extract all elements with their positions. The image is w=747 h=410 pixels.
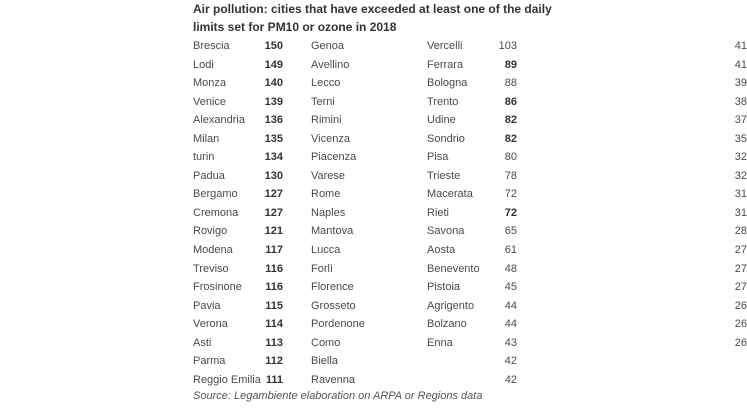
exceedance-days-value: 134	[264, 151, 283, 164]
city-name: Trento	[427, 95, 459, 108]
city-name: Rieti	[427, 206, 450, 219]
city-name: Bologna	[427, 77, 468, 90]
exceedance-days-value: 41	[734, 58, 747, 71]
exceedance-days-value: 37	[734, 114, 747, 127]
exceedance-days-value: 32	[734, 151, 747, 164]
exceedance-days-value: 42	[504, 355, 517, 368]
exceedance-days-value: 150	[264, 40, 283, 52]
exceedance-days-value: 86	[504, 95, 517, 108]
exceedance-days-value: 72	[504, 206, 517, 219]
exceedance-days-value: 41	[734, 40, 747, 52]
city-name: Aosta	[427, 244, 456, 257]
exceedance-days-value: 116	[265, 281, 283, 294]
exceedance-days-value: 114	[265, 318, 283, 331]
city-name: Piacenza	[311, 151, 357, 164]
city-name: Rovigo	[193, 225, 228, 238]
city-name: Trieste	[427, 169, 461, 182]
exceedance-days-value: 117	[265, 244, 283, 257]
exceedance-days-value: 116	[265, 262, 283, 275]
city-name: Modena	[193, 244, 233, 257]
city-name: Lucca	[311, 244, 341, 257]
exceedance-days-value: 127	[264, 188, 283, 201]
city-name: Genoa	[311, 40, 345, 52]
exceedance-days-value: 139	[264, 95, 283, 108]
exceedance-days-value: 31	[734, 188, 747, 201]
exceedance-days-value: 45	[504, 281, 517, 294]
city-name: Como	[311, 336, 341, 349]
city-name: Pistoia	[427, 281, 461, 294]
city-name: Venice	[193, 95, 227, 108]
city-name: Terni	[311, 95, 335, 108]
exceedance-days-value: 44	[504, 318, 517, 331]
city-name: Brescia	[193, 40, 230, 52]
exceedance-days-value: 127	[264, 206, 283, 219]
exceedance-days-value: 103	[498, 40, 517, 52]
city-name: Monza	[193, 77, 227, 90]
exceedance-days-value: 27	[734, 281, 747, 294]
chart-title: Air pollution: cities that have exceeded at least one of the daily limits set for PM10 or ozone in 2018	[193, 2, 552, 34]
city-name: Biella	[311, 355, 338, 368]
city-name: Sondrio	[427, 132, 465, 145]
exceedance-days-value: 26	[734, 299, 747, 312]
city-name: turin	[193, 151, 215, 164]
city-name: Varese	[311, 169, 346, 182]
exceedance-days-value: 27	[734, 244, 747, 257]
exceedance-days-value: 28	[734, 225, 747, 238]
exceedance-days-value: 89	[504, 58, 517, 71]
city-name: Padua	[193, 169, 225, 182]
exceedance-days-value: 149	[264, 58, 283, 71]
exceedance-days-value: 88	[504, 77, 517, 90]
exceedance-days-value: 135	[264, 132, 283, 145]
city-name: Rome	[311, 188, 341, 201]
exceedance-days-value: 113	[265, 336, 283, 349]
exceedance-days-value: 78	[504, 169, 517, 182]
city-name: Pisa	[427, 151, 449, 164]
exceedance-days-value: 72	[504, 188, 517, 201]
city-name: Avellino	[311, 58, 350, 71]
city-name: Verona	[193, 318, 228, 331]
city-name: Florence	[311, 281, 354, 294]
exceedance-days-value: 115	[265, 299, 283, 312]
city-name: Rimini	[311, 114, 342, 127]
exceedance-days-value: 38	[734, 95, 747, 108]
exceedance-days-value: 32	[734, 169, 747, 182]
city-name: Bergamo	[193, 188, 238, 201]
exceedance-days-value: 48	[504, 262, 517, 275]
city-name: Vercelli	[427, 40, 463, 52]
exceedance-days-value: 31	[734, 206, 747, 219]
city-name: Lodi	[193, 58, 214, 71]
exceedance-days-value: 35	[734, 132, 747, 145]
city-name: Grosseto	[311, 299, 356, 312]
city-name: Lecco	[311, 77, 341, 90]
city-name: Parma	[193, 355, 226, 368]
city-name: Agrigento	[427, 299, 475, 312]
exceedance-days-value: 27	[734, 262, 747, 275]
exceedance-days-value: 80	[504, 151, 517, 164]
exceedance-days-value: 140	[264, 77, 283, 90]
city-name: Alexandria	[193, 114, 245, 127]
source-note: Source: Legambiente elaboration on ARPA or Regions data	[193, 390, 483, 402]
city-name: Frosinone	[193, 281, 242, 294]
city-name: Bolzano	[427, 318, 467, 331]
exceedance-days-value: 82	[504, 114, 517, 127]
exceedance-days-value: 43	[504, 336, 517, 349]
exceedance-days-value: 26	[734, 336, 747, 349]
city-name: Ferrara	[427, 58, 464, 71]
exceedance-days-value: 111	[265, 373, 283, 386]
exceedance-days-value: 65	[504, 225, 517, 238]
city-name: Benevento	[427, 262, 480, 275]
city-name: Ravenna	[311, 373, 356, 386]
exceedance-days-value: 26	[734, 318, 747, 331]
city-name: Naples	[311, 206, 346, 219]
exceedance-days-value: 130	[264, 169, 283, 182]
exceedance-days-value: 39	[734, 77, 747, 90]
city-name: Enna	[427, 336, 453, 349]
city-name: Treviso	[193, 262, 229, 275]
city-name: Savona	[427, 225, 465, 238]
exceedance-days-value: 82	[504, 132, 517, 145]
city-name: Udine	[427, 114, 456, 127]
exceedance-days-value: 121	[264, 225, 283, 238]
city-name: Macerata	[427, 188, 473, 201]
city-name: Vicenza	[311, 132, 350, 145]
city-name: Reggio Emilia	[193, 373, 261, 386]
city-name: Pavia	[193, 299, 221, 312]
city-name: Cremona	[193, 206, 239, 219]
city-name: Pordenone	[311, 318, 365, 331]
exceedance-days-value: 42	[504, 373, 517, 386]
exceedance-days-value: 112	[265, 355, 283, 368]
city-name: Forlì	[311, 262, 333, 275]
exceedance-days-value: 44	[504, 299, 517, 312]
city-name: Mantova	[311, 225, 354, 238]
exceedance-days-value: 136	[264, 114, 283, 127]
city-name: Asti	[193, 336, 212, 349]
exceedance-days-value: 61	[504, 244, 517, 257]
city-name: Milan	[193, 132, 220, 145]
